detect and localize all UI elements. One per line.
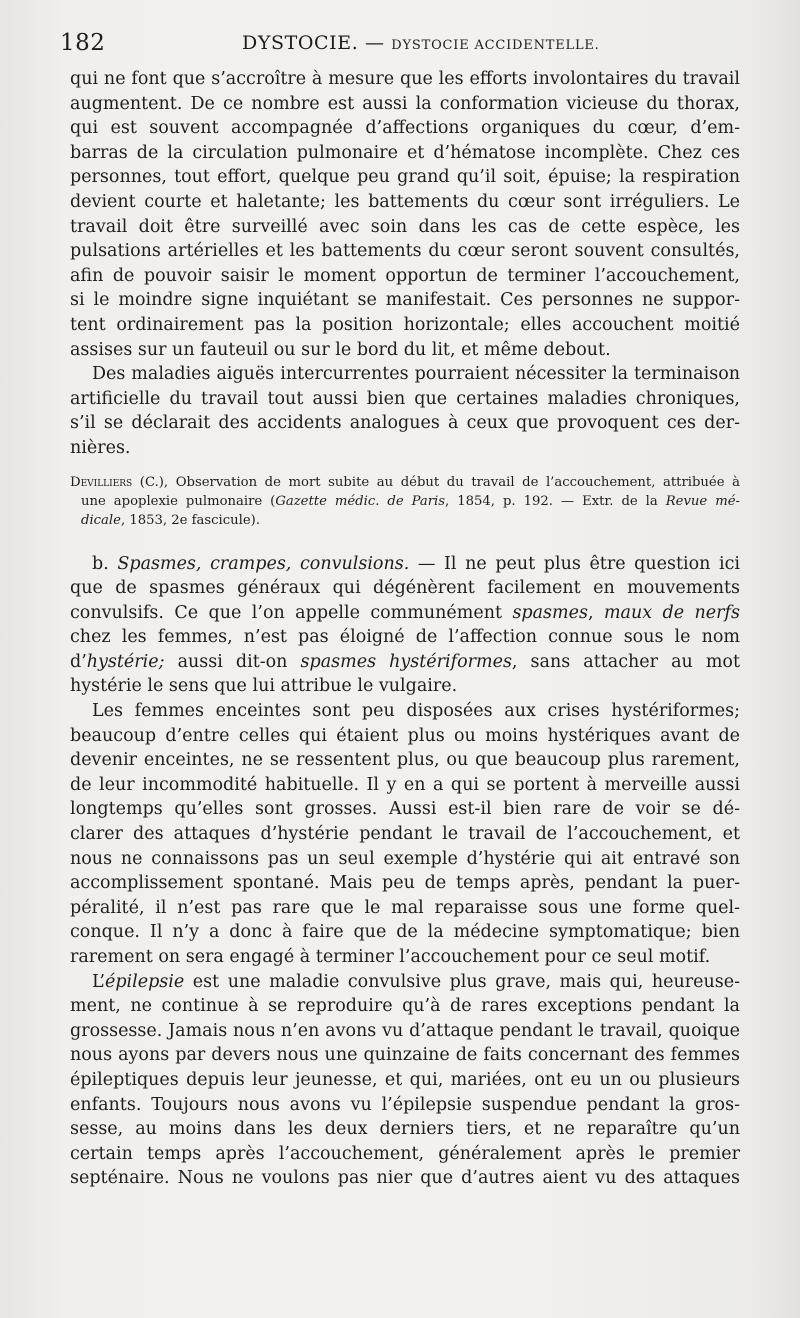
text-line: longtemps qu’elles sont grosses. Aussi est-il bien rare de voir se dé- (70, 799, 740, 820)
running-head (242, 32, 600, 54)
text-line: nières. (70, 437, 131, 458)
note-line: Devilliers (C.), Observation de mort subite au début du travail de l’accouchement, attribuée à (70, 474, 740, 490)
text-line: nous ne connaissons pas un seul exemple d’hystérie qui ait entravé son (70, 848, 740, 869)
text-line: de leur incommodité habituelle. Il y en a qui se portent à merveille aussi (70, 774, 740, 795)
note-line: une apoplexie pulmonaire (Gazette médic. de Paris, 1854, p. 192. — Extr. de la Revue mé- (81, 493, 740, 509)
section-heading-line: b. Spasmes, crampes, convulsions. — Il ne peut plus être question ici (92, 553, 741, 574)
text-line: devenir enceintes, ne se ressentent plus, ou que beaucoup plus rarement, (70, 750, 740, 771)
paragraph-hysteria (70, 699, 740, 970)
text-line: conque. Il n’y a donc à faire que de la médecine symptomatique; bien (70, 922, 740, 943)
text-line: qui est souvent accompagnée d’affections organiques du cœur, d’em- (70, 118, 740, 139)
term-epilepsie: épilepsie (105, 971, 185, 992)
body-text (70, 67, 740, 1191)
text-line: beaucoup d’entre celles qui étaient plus ou moins hystériques avant de (70, 725, 740, 746)
running-head-title: DYSTOCIE. (242, 32, 359, 54)
text-line: sesse, au moins dans les deux derniers tiers, et ne reparaître qu’un (70, 1119, 740, 1140)
text-line: Des maladies aiguës intercurrentes pourraient nécessiter la terminaison (92, 364, 740, 385)
text-line: épileptiques depuis leur jeunesse, et qui, mariées, ont eu un ou plusieurs (70, 1069, 740, 1090)
text-line: qui ne font que s’accroître à mesure que les efforts involontaires du travail (70, 69, 740, 89)
text-line: grossesse. Jamais nous n’en avons vu d’attaque pendant le travail, quoique (70, 1020, 740, 1041)
page-number: 182 (60, 30, 106, 56)
section-spasmes (70, 552, 740, 700)
section-title: Spasmes, crampes, convulsions. (117, 553, 410, 574)
text-line: certain temps après l’accouchement, généralement après le premier (70, 1143, 740, 1164)
text-line: artificielle du travail tout aussi bien que certaines maladies chroniques, (70, 388, 740, 409)
paragraph-thorax (70, 67, 740, 362)
text-line: ment, ne continue à se reproduire qu’à de rares exceptions pendant la (70, 996, 740, 1017)
text-line: nous ayons par devers nous une quinzaine de faits concernant des femmes (70, 1045, 740, 1066)
text-line: si le moindre signe inquiétant se manifestait. Ces personnes ne suppor- (70, 290, 740, 311)
text-line: rarement on sera engagé à terminer l’accouchement pour ce seul motif. (70, 947, 711, 967)
text-line: L’épilepsie est une maladie convulsive plus grave, mais qui, heureuse- (92, 971, 740, 992)
text-line: personnes, tout effort, quelque peu grand qu’il soit, épuise; la respiration (70, 167, 740, 188)
text-line: d’hystérie; aussi dit-on spasmes hystériformes, sans attacher au mot (70, 651, 740, 672)
text-line: que de spasmes généraux qui dégénèrent facilement en mouvements (70, 578, 740, 599)
paragraph-epilepsy (70, 970, 740, 1191)
text-line: augmentent. De ce nombre est aussi la conformation vicieuse du thorax, (70, 93, 740, 114)
text-line: septénaire. Nous ne voulons pas nier que d’autres aient vu des attaques (70, 1168, 740, 1189)
text-line: hystérie le sens que lui attribue le vulgaire. (70, 676, 458, 697)
text-line: travail doit être surveillé avec soin dans les cas de cette espèce, les (70, 216, 740, 237)
text-line: Les femmes enceintes sont peu disposées aux crises hystériformes; (92, 701, 740, 722)
text-line: devient courte et haletante; les battements du cœur sont irréguliers. Le (70, 191, 740, 212)
text-line: barras de la circulation pulmonaire et d’hématose incomplète. Chez ces (70, 142, 740, 163)
note-line: dicale, 1853, 2e fascicule). (81, 512, 261, 528)
text-line: accomplissement spontané. Mais peu de temps après, pendant la puer- (70, 873, 740, 894)
paragraph-acute-diseases (70, 362, 740, 460)
text-line: s’il se déclarait des accidents analogues à ceux que provoquent ces der- (70, 413, 740, 434)
running-head-separator: — (365, 32, 385, 54)
text-line: tent ordinairement pas la position horizontale; elles accouchent moitié (70, 314, 740, 335)
text-line: assises sur un fauteuil ou sur le bord du lit, et même debout. (70, 339, 611, 360)
text-line: clarer des attaques d’hystérie pendant le travail de l’accouchement, et (70, 824, 740, 845)
text-line: péralité, il n’est pas rare que le mal reparaisse sous une forme quel- (70, 897, 740, 918)
note-author: Devilliers (70, 474, 133, 490)
page-header (60, 30, 740, 60)
note-journal: Gazette médic. de Paris (275, 493, 446, 509)
running-head-subtitle: DYSTOCIE ACCIDENTELLE. (391, 38, 600, 53)
text-line: enfants. Toujours nous avons vu l’épilepsie suspendue pendant la gros- (70, 1094, 740, 1115)
text-line: chez les femmes, n’est pas éloigné de l’affection connue sous le nom (70, 627, 740, 648)
text-line: pulsations artérielles et les battements du cœur seront souvent consultés, (70, 241, 740, 262)
text-line: convulsifs. Ce que l’on appelle communément spasmes, maux de nerfs (70, 602, 740, 623)
text-line: afin de pouvoir saisir le moment opportun de terminer l’accouchement, (70, 265, 740, 286)
bibliographic-note (70, 473, 740, 530)
